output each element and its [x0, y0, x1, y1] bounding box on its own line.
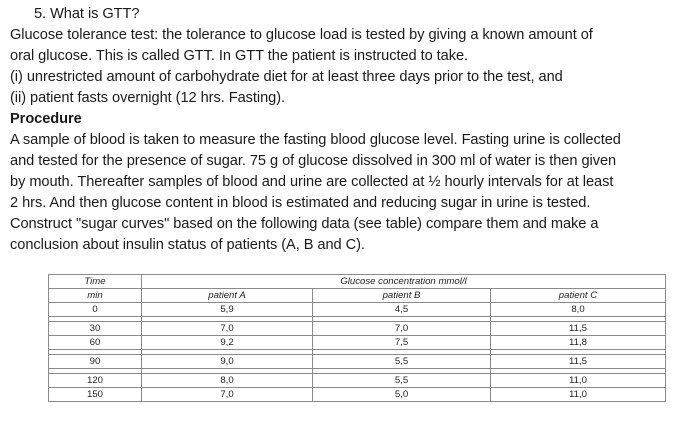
glucose-table — [48, 274, 666, 402]
patient-b-cell: 4,5 — [313, 303, 491, 317]
question-title: 5. What is GTT? — [34, 6, 140, 22]
time-cell: 120 — [49, 374, 142, 388]
time-unit-header: min — [49, 289, 142, 303]
procedure-heading: Procedure — [10, 111, 82, 127]
patient-a-cell: 9,0 — [142, 355, 313, 369]
procedure-line: conclusion about insulin status of patients (A, B and C). — [10, 237, 365, 253]
patient-c-header: patient C — [491, 289, 666, 303]
glucose-group-header: Glucose concentration mmol/l — [142, 275, 666, 289]
table-row — [49, 374, 666, 388]
table-row — [49, 355, 666, 369]
patient-b-cell: 7,0 — [313, 322, 491, 336]
table-header-row — [49, 275, 666, 289]
time-cell: 60 — [49, 336, 142, 350]
procedure-line: Construct "sugar curves" based on the following data (see table) compare them and make a — [10, 216, 599, 232]
intro-line: (ii) patient fasts overnight (12 hrs. Fasting). — [10, 90, 286, 106]
intro-line: (i) unrestricted amount of carbohydrate diet for at least three days prior to the test, and — [10, 69, 563, 85]
patient-a-cell: 7,0 — [142, 322, 313, 336]
intro-line: Glucose tolerance test: the tolerance to glucose load is tested by giving a known amount of — [10, 27, 593, 43]
patient-b-header: patient B — [313, 289, 491, 303]
patient-c-cell: 11,0 — [491, 374, 666, 388]
table-row — [49, 303, 666, 317]
patient-b-cell: 5,5 — [313, 355, 491, 369]
procedure-line: A sample of blood is taken to measure the fasting blood glucose level. Fasting urine is collected — [10, 132, 621, 148]
patient-a-cell: 7,0 — [142, 388, 313, 402]
table-row — [49, 322, 666, 336]
patient-c-cell: 11,0 — [491, 388, 666, 402]
patient-a-cell: 9,2 — [142, 336, 313, 350]
table-subheader-row — [49, 289, 666, 303]
patient-b-cell: 5,0 — [313, 388, 491, 402]
patient-c-cell: 11,8 — [491, 336, 666, 350]
time-cell: 30 — [49, 322, 142, 336]
patient-a-cell: 8,0 — [142, 374, 313, 388]
time-header: Time — [49, 275, 142, 289]
table-row — [49, 388, 666, 402]
table-row — [49, 336, 666, 350]
intro-line: oral glucose. This is called GTT. In GTT the patient is instructed to take. — [10, 48, 469, 64]
glucose-table-container — [48, 274, 666, 418]
procedure-line: and tested for the presence of sugar. 75 g of glucose dissolved in 300 ml of water is then given — [10, 153, 617, 169]
patient-a-cell: 5,9 — [142, 303, 313, 317]
patient-a-header: patient A — [142, 289, 313, 303]
patient-c-cell: 11,5 — [491, 355, 666, 369]
time-cell: 150 — [49, 388, 142, 402]
procedure-line: 2 hrs. And then glucose content in blood is estimated and reducing sugar in urine is tested. — [10, 195, 591, 211]
question-document — [10, 4, 694, 256]
patient-b-cell: 7,5 — [313, 336, 491, 350]
time-cell: 90 — [49, 355, 142, 369]
time-cell: 0 — [49, 303, 142, 317]
patient-b-cell: 5,5 — [313, 374, 491, 388]
procedure-line: by mouth. Thereafter samples of blood and urine are collected at ½ hourly intervals for at least — [10, 174, 614, 190]
patient-c-cell: 11,5 — [491, 322, 666, 336]
patient-c-cell: 8,0 — [491, 303, 666, 317]
